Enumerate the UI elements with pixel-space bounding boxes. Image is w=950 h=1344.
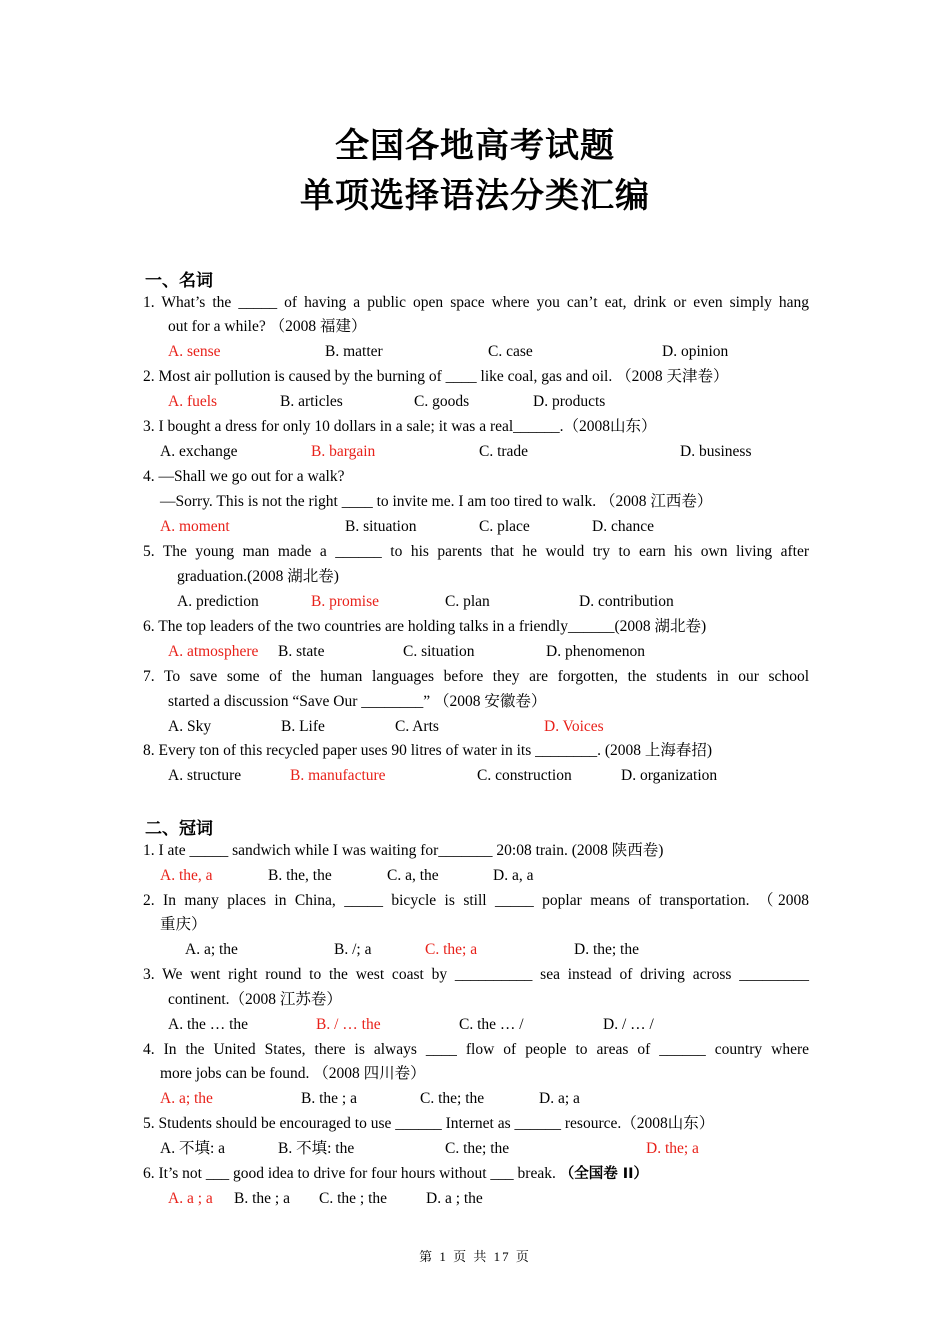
- question-text: 5. The young man made a ______ to his parents that he would try to earn his own living after: [143, 543, 809, 560]
- option-a: A. structure: [168, 767, 242, 784]
- option-d: D. phenomenon: [546, 643, 646, 660]
- page-footer: 第 1 页 共 17 页: [419, 1249, 531, 1264]
- option-a: A. a; the: [185, 941, 238, 958]
- question-text: 2. In many places in China, _____ bicycle is still _____ poplar means of transportation. （2008: [143, 892, 809, 909]
- option-d: D. organization: [621, 767, 718, 784]
- question-text: 7. To save some of the human languages before they are forgotten, the students in our school: [143, 668, 809, 685]
- question-text: 3. We went right round to the west coast by __________ sea instead of driving across _________: [143, 966, 809, 983]
- option-b: B. /; a: [334, 941, 372, 958]
- question-text: out for a while? （2008 福建）: [168, 318, 367, 335]
- option-a: A. fuels: [168, 393, 218, 410]
- option-b: B. articles: [280, 393, 343, 410]
- option-d: D. chance: [592, 518, 654, 535]
- option-a: A. atmosphere: [168, 643, 259, 660]
- option-b: B. Life: [281, 718, 325, 735]
- option-d: D. the; a: [646, 1140, 699, 1157]
- option-c: C. case: [488, 343, 533, 360]
- option-c: C. the; a: [425, 941, 478, 958]
- option-b: B. manufacture: [290, 767, 386, 784]
- option-a: A. a; the: [160, 1090, 213, 1107]
- question-text: 重庆）: [160, 916, 207, 933]
- option-c: C. situation: [403, 643, 475, 660]
- option-d: D. a, a: [493, 867, 534, 884]
- option-d: D. opinion: [662, 343, 729, 360]
- source-tag: （全国卷 II）: [559, 1166, 649, 1182]
- option-d: D. a; a: [539, 1090, 580, 1107]
- question-text: 5. Students should be encouraged to use ______ Internet as ______ resource.（2008山东）: [143, 1115, 715, 1132]
- question-text: 3. I bought a dress for only 10 dollars in a sale; it was a real______.（2008山东）: [143, 418, 657, 435]
- option-b: B. state: [278, 643, 325, 660]
- option-b: B. promise: [311, 593, 380, 610]
- option-b: B. the ; a: [234, 1190, 290, 1207]
- option-c: C. plan: [445, 593, 490, 610]
- option-b: B. 不填: the: [278, 1140, 355, 1157]
- question-text: 8. Every ton of this recycled paper uses 90 litres of water in its ________. (2008 上海春招): [143, 742, 713, 759]
- question-text: continent.（2008 江苏卷）: [168, 991, 342, 1008]
- option-a: A. exchange: [160, 443, 238, 460]
- option-c: C. goods: [414, 393, 470, 410]
- option-c: C. a, the: [387, 867, 439, 884]
- option-d: D. / … /: [603, 1016, 654, 1033]
- option-d: D. contribution: [579, 593, 674, 610]
- option-c: C. the ; the: [319, 1190, 388, 1207]
- page-title-line-1: 全国各地高考试题: [335, 126, 615, 166]
- option-a: A. prediction: [177, 593, 259, 610]
- option-a: A. Sky: [168, 718, 212, 735]
- question-text: 6. The top leaders of the two countries are holding talks in a friendly______(2008 湖北卷): [143, 618, 707, 635]
- option-d: D. a ; the: [426, 1190, 483, 1207]
- option-b: B. situation: [345, 518, 417, 535]
- question-text: 2. Most air pollution is caused by the burning of ____ like coal, gas and oil. （2008 天津卷）: [143, 368, 729, 385]
- question-text: —Sorry. This is not the right ____ to invite me. I am too tired to walk. （2008 江西卷）: [160, 493, 713, 510]
- question-text: 4. —Shall we go out for a walk?: [143, 468, 345, 485]
- option-a: A. a ; a: [168, 1190, 213, 1207]
- question-text: 1. I ate _____ sandwich while I was waiting for_______ 20:08 train. (2008 陕西卷): [143, 842, 664, 859]
- page-title-line-2: 单项选择语法分类汇编: [300, 176, 650, 216]
- section-heading-nouns: 一、名词: [145, 271, 213, 291]
- question-text: started a discussion “Save Our ________” （2008 安徽卷）: [168, 693, 547, 710]
- option-d: D. products: [533, 393, 606, 410]
- question-body: 6. It’s not ___ good idea to drive for four hours without ___ break.: [143, 1165, 556, 1182]
- question-text: 1. What’s the _____ of having a public open space where you can’t eat, drink or even simply hang: [143, 294, 809, 311]
- question-text: more jobs can be found. （2008 四川卷）: [160, 1065, 426, 1082]
- option-b: B. the ; a: [301, 1090, 357, 1107]
- question-text: graduation.(2008 湖北卷): [177, 568, 339, 585]
- option-a: A. the, a: [160, 867, 213, 884]
- option-d: D. business: [680, 443, 752, 460]
- option-a: A. 不填: a: [160, 1140, 226, 1157]
- option-b: B. / … the: [316, 1016, 381, 1033]
- option-a: A. moment: [160, 518, 230, 535]
- option-b: B. the, the: [268, 867, 332, 884]
- option-c: C. trade: [479, 443, 529, 460]
- option-c: C. Arts: [395, 718, 439, 735]
- question-text: [143, 1164, 648, 1184]
- option-b: B. bargain: [311, 443, 376, 460]
- option-a: A. sense: [168, 343, 221, 360]
- option-a: A. the … the: [168, 1016, 249, 1033]
- option-c: C. construction: [477, 767, 572, 784]
- question-text: 4. In the United States, there is always ____ flow of people to areas of ______ country where: [143, 1041, 809, 1058]
- section-heading-articles: 二、冠词: [145, 819, 213, 839]
- option-c: C. the; the: [420, 1090, 485, 1107]
- option-c: C. place: [479, 518, 530, 535]
- option-d: D. the; the: [574, 941, 639, 958]
- option-c: C. the … /: [459, 1016, 524, 1033]
- option-c: C. the; the: [445, 1140, 510, 1157]
- option-d: D. Voices: [544, 718, 604, 735]
- option-b: B. matter: [325, 343, 383, 360]
